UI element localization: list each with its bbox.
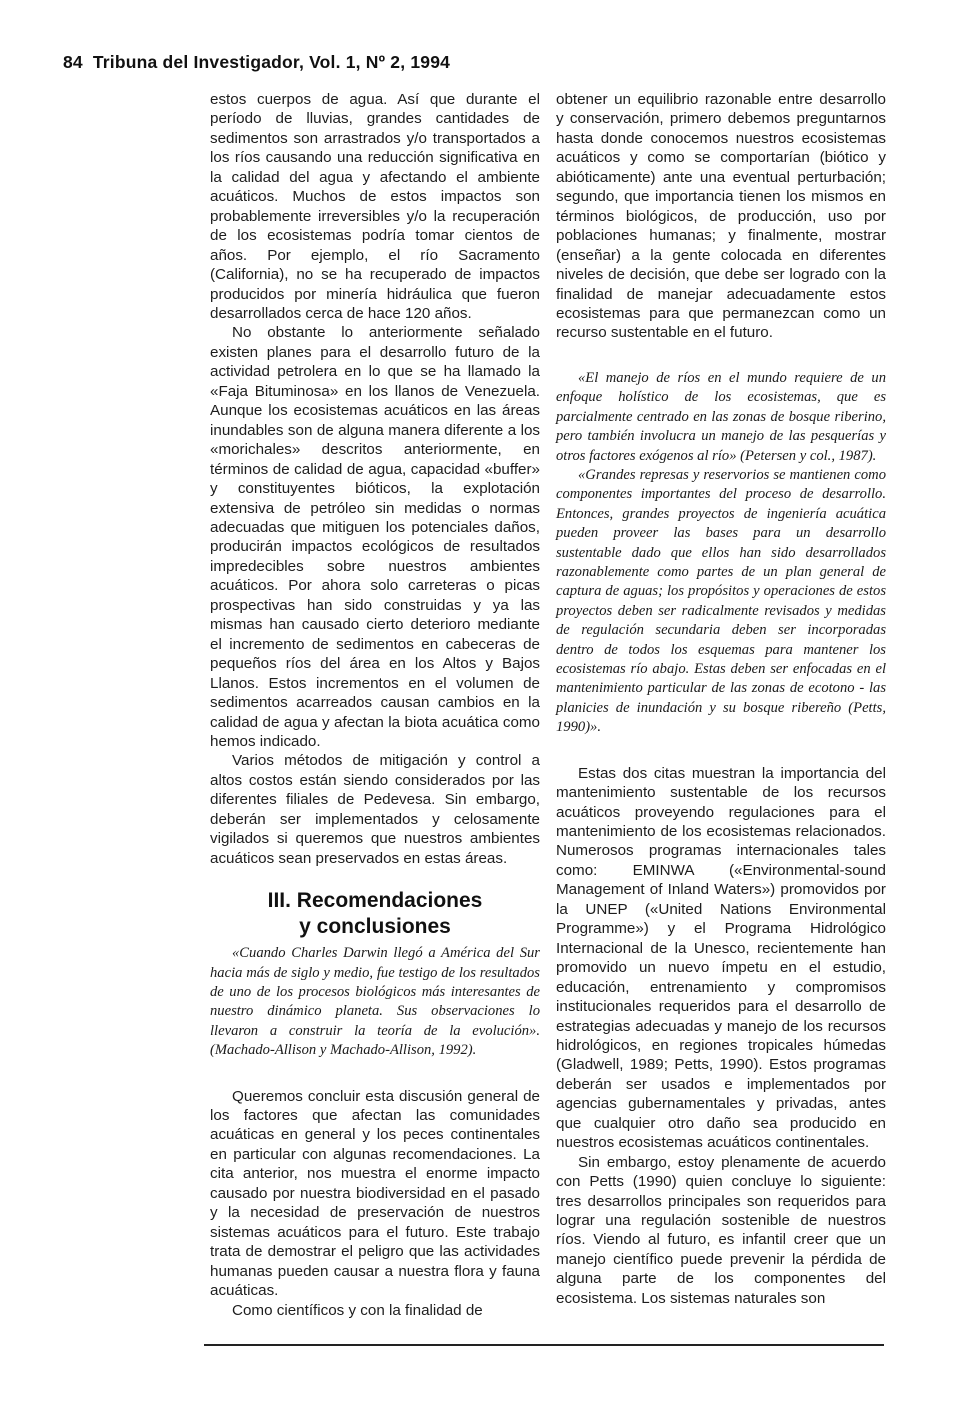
- block-quote: «El manejo de ríos en el mundo requiere de un enfoque holístico de los ecosistemas, que es parcialmente centrado en las zonas de bosque riberino, pero también involucra un manejo de las pesquerías y otros factores exógenos al río» (Petersen y col., 1987).: [556, 369, 886, 464]
- left-column: [210, 90, 540, 1320]
- footer-rule: [204, 1344, 884, 1346]
- paragraph: No obstante lo anteriormente señalado existen planes para el desarrollo futuro de la actividad petrolera en lo que se ha llamado la «Faja Bituminosa» en los llanos de Venezuela. Aunque los ecosistemas acuáticos en las áreas inundables son de alguna manera diferente a los «morichales» descritos anteriormente, en términos de calidad de agua, capacidad «buffer» y constituyentes bióticos, la explotación extensiva de petróleo sin medidas o normas adecuadas que mitiguen los potenciales daños, producirán impactos ecológicos de resultados impredecibles sobre nuestros ambientes acuáticos. Por ahora solo carreteras o picas prospectivas han sido construidas y ya las mismas han causado cierto deterioro mediante el incremento de sedimentos en cabeceras de pequeños ríos del área en los Altos y Bajos Llanos. Estos incrementos en el volumen de sedimentos acarreados causan cambios en la calidad de agua y afectan la biota acuática como hemos indicado.: [210, 324, 540, 750]
- section-title: III. Recomendaciones y conclusiones: [267, 889, 483, 939]
- paragraph: Varios métodos de mitigación y control a altos costos están siendo considerados por las diferentes filiales de Pedevesa. Sin embargo, deberán ser implementados y celosamente vigilados si queremos que nuestros ambientes acuáticos sean preservados en estas áreas.: [210, 752, 540, 867]
- journal-citation: Tribuna del Investigador, Vol. 1, Nº 2, 1994: [92, 52, 451, 72]
- paragraph: Como científicos y con la finalidad de: [232, 1301, 483, 1319]
- running-header: [63, 52, 450, 73]
- paragraph: estos cuerpos de agua. Así que durante el período de lluvias, grandes cantidades de sedimentos son arrastrados y/o transportados a los ríos causando una reducción significativa en la calidad del agua y afectando el ambiente acuáticos. Muchos de estos impactos son probablemente irreversibles y/o la recuperación de los ecosistemas podría tomar cientos de años. Por ejemplo, el río Sacramento (California), no se ha recuperado de impactos producidos por minería hidráulica que fueron desarrollados cerca de hace 120 años.: [210, 91, 540, 322]
- block-quote: «Grandes represas y reservorios se mantienen como componentes importantes del proceso de desarrollo. Entonces, grandes proyectos de ingeniería acuática pueden proveer las bases para un desarrollo sustentable dado que ellos han sido desarrollados razonablemente como partes de un plan general de captura de aguas; los propósitos y operaciones de estos proyectos deben ser radicalmente revisados y medidas de regulación secundaria deben ser incorporadas dentro de todos los esquemas para mantener los ecosistemas río abajo. Estas deben ser enfocadas en el mantenimiento particular de las zonas de ecotono - las planicies de inundación y su bosque ribereño (Petts, 1990)».: [556, 466, 886, 736]
- paragraph: obtener un equilibrio razonable entre desarrollo y conservación, primero debemos preguntarnos hasta donde conocemos nuestros ecosistemas acuáticos y como se comportarían (biótico y abióticamente) ante una eventual perturbación; segundo, que importancia tienen los mismos en términos biológicos, de producción, uso por poblaciones humanas; y finalmente, mostrar (enseñar) a la gente colocada en diferentes niveles de decisión, que debe ser logrado con la finalidad de manejar adecuadamente estos ecosistemas para que permanezcan como un recurso sustentable en el futuro.: [556, 91, 886, 342]
- paragraph: Queremos concluir esta discusión general de los factores que afectan las comunidades acuáticas en general y los peces continentales en particular con algunas recomendaciones. La cita anterior, nos muestra el enorme impacto causado por nuestra biodiversidad en el pasado y la necesidad de preservación de nuestros sistemas acuáticos para el futuro. Este trabajo trata de demostrar el peligro que las actividades humanas pueden causar a nuestra flora y fauna acuáticas.: [210, 1087, 540, 1300]
- page-number: 84: [63, 52, 83, 72]
- right-column: [556, 90, 886, 1308]
- paragraph: Sin embargo, estoy plenamente de acuerdo con Petts (1990) quien concluye lo siguiente: tres desarrollos principales son requeridos para lograr una regulación sostenible de nuestros ríos. Viendo al futuro, es infantil creer que un manejo científico puede prevenir la pérdida de alguna parte de los componentes del ecosistema. Los sistemas naturales son: [556, 1153, 886, 1307]
- paragraph: Estas dos citas muestran la importancia del mantenimiento sustentable de los recursos acuáticos proveyendo regulaciones para el mantenimiento de los ecosistemas relacionados. Numerosos programas internacionales tales como: EMINWA («Environmental-sound Management of Inland Waters») promovidos por la UNEP («United Nations Environmental Programme») y el Programa Hidrológico Internacional de la Unesco, recientemente han promovido un nuevo ímpetu en el estudio, educación, entrenamiento y compromisos institucionales requeridos para el desarrollo de estrategias adecuadas y manejo de los recursos hidrológicos, en regiones tropicales húmedas (Gladwell, 1989; Petts, 1990). Estos programas deberán ser usados e implementados por agencias gubernamentales y privadas, antes que cualquier otro daño sea producido en nuestros ecosistemas acuáticos continentales.: [556, 764, 886, 1152]
- epigraph-quote: «Cuando Charles Darwin llegó a América del Sur hacia más de siglo y medio, fue testigo de los resultados de uno de los procesos biológicos más interesantes de nuestro dinámico planeta. Sus observaciones lo llevaron a construir la teoría de la evolución». (Machado-Allison y Machado-Allison, 1992).: [210, 945, 540, 1059]
